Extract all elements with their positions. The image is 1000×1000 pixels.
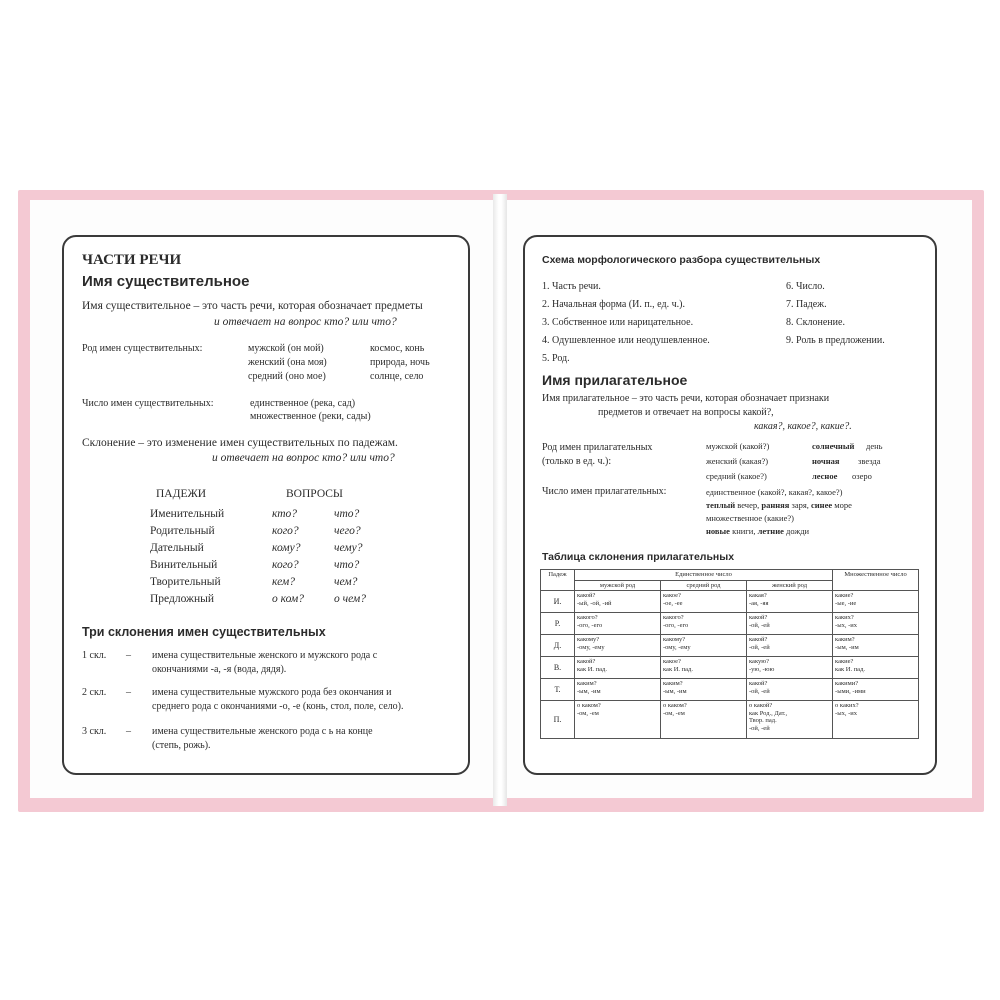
ex-sinee: синее	[811, 500, 833, 510]
cell-masc: каким? -ым, -им	[575, 679, 661, 701]
row-case: П.	[541, 701, 575, 739]
ex-letnie: летние	[757, 526, 784, 536]
cell-masc: какому? -ому, -ему	[575, 635, 661, 657]
row-case: Д.	[541, 635, 575, 657]
cell-neut: какому? -ому, -ему	[661, 635, 747, 657]
case-name-4: Винительный	[150, 559, 218, 571]
declension-line1: Склонение – это изменение имен существительных по падежам.	[82, 437, 398, 449]
case-q1-5: кем?	[272, 576, 295, 588]
adj-number-plural-examples	[706, 526, 809, 536]
th-case: Падеж	[541, 570, 575, 591]
adj-gender-form-1: мужской (какой?)	[706, 441, 770, 451]
ex-teplyi: теплый	[706, 500, 736, 510]
adj-gender-adj-2: ночная	[812, 456, 840, 466]
case-name-5: Творительный	[150, 576, 221, 588]
scheme-item-1: 1. Часть речи.	[542, 281, 601, 292]
adj-gender-form-3: средний (какое?)	[706, 471, 767, 481]
case-name-1: Именительный	[150, 508, 225, 520]
row-case: Р.	[541, 613, 575, 635]
gender-example-1: космос, конь	[370, 343, 425, 354]
adj-gender-noun-2: звезда	[858, 456, 881, 466]
cell-masc: какого? -ого, -его	[575, 613, 661, 635]
case-q1-1: кто?	[272, 508, 298, 520]
adj-gender-noun-3: озеро	[852, 471, 872, 481]
adj-gender-form-2: женский (какая?)	[706, 456, 769, 466]
cell-neut: каким? -ым, -им	[661, 679, 747, 701]
cell-neut: какого? -ого, -его	[661, 613, 747, 635]
cases-header: ПАДЕЖИ	[156, 488, 207, 500]
case-q1-2: кого?	[272, 525, 299, 537]
ex-knigi: книги,	[732, 526, 756, 536]
ex-zarya: заря,	[791, 500, 809, 510]
declension-line2: и отвечает на вопрос кто? или что?	[212, 452, 395, 464]
cell-fem: какой? -ой, -ей	[747, 613, 833, 635]
decl-3-num: 3 скл.	[82, 726, 107, 737]
cell-fem: о какой? как Род., Дат., Твор. пад. -ой, -ей	[747, 701, 833, 739]
row-case: В.	[541, 657, 575, 679]
decl-1-dash: –	[126, 650, 131, 661]
cell-plural: какие? как И. пад.	[833, 657, 919, 679]
row-case: И.	[541, 591, 575, 613]
case-q1-6: о ком?	[272, 593, 304, 605]
cell-neut: какое? -ое, -ее	[661, 591, 747, 613]
adj-number-singular: единственное (какой?, какая?, какое?)	[706, 487, 843, 497]
cell-plural: каким? -ым, -им	[833, 635, 919, 657]
adjective-definition-line3: какая?, какое?, какие?.	[754, 421, 852, 432]
adjective-definition-line1: Имя прилагательное – это часть речи, которая обозначает признаки	[542, 393, 830, 404]
case-q1-4: кого?	[272, 559, 299, 571]
decl-3-dash: –	[126, 726, 131, 737]
cell-neut: о каком? -ом, -ем	[661, 701, 747, 739]
decl-2-dash: –	[126, 687, 131, 698]
scheme-item-6: 6. Число.	[786, 281, 825, 292]
gender-example-2: природа, ночь	[370, 357, 430, 368]
ex-rannyaya: ранняя	[761, 500, 790, 510]
scheme-item-8: 8. Склонение.	[786, 317, 845, 328]
case-q1-3: кому?	[272, 542, 301, 554]
decl-1-line2: окончаниями -а, -я (вода, дядя).	[152, 664, 287, 675]
decl-2-num: 2 скл.	[82, 687, 107, 698]
adj-number-plural: множественное (какие?)	[706, 513, 794, 523]
noun-title: Имя существительное	[82, 273, 250, 290]
scheme-item-7: 7. Падеж.	[786, 299, 827, 310]
adj-gender-label-2: (только в ед. ч.):	[542, 456, 612, 467]
questions-header: ВОПРОСЫ	[286, 488, 343, 500]
case-name-2: Родительный	[150, 525, 215, 537]
case-q2-6: о чем?	[334, 593, 367, 605]
scheme-item-9: 9. Роль в предложении.	[786, 335, 885, 346]
cell-masc: какой? как И. пад.	[575, 657, 661, 679]
ex-vecher: вечер,	[737, 500, 760, 510]
table-row	[541, 701, 919, 739]
gender-form-2: женский (она моя)	[248, 357, 327, 368]
gender-form-1: мужской (он мой)	[248, 343, 324, 354]
decl-1-num: 1 скл.	[82, 650, 107, 661]
adj-gender-adj-3: лесное	[812, 471, 838, 481]
case-q2-4: что?	[334, 559, 360, 571]
adjective-definition-line2: предметов и отвечает на вопросы какой?,	[598, 407, 774, 418]
book-spine	[493, 194, 507, 806]
cell-plural: каких? -ых, -их	[833, 613, 919, 635]
number-singular: единственное (река, сад)	[250, 398, 356, 409]
table-row	[541, 635, 919, 657]
scheme-item-4: 4. Одушевленное или неодушевленное.	[542, 335, 710, 346]
case-q2-5: чем?	[334, 576, 358, 588]
declension-table-title: Таблица склонения прилагательных	[542, 551, 735, 563]
ex-dozhdi: дожди	[786, 526, 810, 536]
cell-fem: какой? -ой, -ей	[747, 679, 833, 701]
ex-novye: новые	[706, 526, 730, 536]
table-row	[541, 613, 919, 635]
scheme-item-5: 5. Род.	[542, 353, 570, 364]
table-row	[541, 657, 919, 679]
cell-neut: какое? как И. пад.	[661, 657, 747, 679]
morphology-scheme-title: Схема морфологического разбора существительных	[542, 254, 821, 266]
three-declensions-title: Три склонения имен существительных	[82, 625, 326, 639]
th-masc: мужской род	[575, 580, 661, 591]
parts-of-speech-title: ЧАСТИ РЕЧИ	[82, 252, 182, 268]
case-q2-3: чему?	[334, 542, 363, 554]
th-neut: средний род	[661, 580, 747, 591]
row-case: Т.	[541, 679, 575, 701]
noun-definition-line2: и отвечает на вопрос кто? или что?	[214, 316, 397, 328]
case-name-3: Дательный	[150, 542, 204, 554]
table-row	[541, 679, 919, 701]
gender-example-3: солнце, село	[370, 371, 424, 382]
table-row	[541, 591, 919, 613]
scheme-item-2: 2. Начальная форма (И. п., ед. ч.).	[542, 299, 685, 310]
th-singular: Единственное число	[575, 570, 833, 581]
adj-gender-adj-1: солнечный	[812, 441, 855, 451]
cell-fem: какую? -ую, -юю	[747, 657, 833, 679]
cell-masc: какой? -ый, -ой, -ий	[575, 591, 661, 613]
cell-plural: какие? -ые, -ие	[833, 591, 919, 613]
decl-2-line2: среднего рода с окончаниями -о, -е (конь, стол, поле, село).	[152, 701, 404, 712]
cell-masc: о каком? -ом, -ем	[575, 701, 661, 739]
noun-number-label: Число имен существительных:	[82, 398, 214, 409]
adjective-declension-table	[540, 569, 919, 739]
table-header-row	[541, 570, 919, 581]
cell-fem: какая? -ая, -яя	[747, 591, 833, 613]
decl-1-line1: имена существительные женского и мужского рода с	[152, 650, 378, 661]
adjective-title: Имя прилагательное	[542, 372, 688, 388]
decl-3-line2: (степь, рожь).	[152, 740, 211, 751]
cell-plural: какими? -ыми, -ими	[833, 679, 919, 701]
th-plural: Множественное число	[833, 570, 919, 591]
noun-gender-label: Род имен существительных:	[82, 343, 203, 354]
case-q2-1: что?	[334, 508, 360, 520]
decl-2-line1: имена существительные мужского рода без окончания и	[152, 687, 392, 698]
adj-gender-noun-1: день	[866, 441, 883, 451]
cell-plural: о каких? -ых, -их	[833, 701, 919, 739]
gender-form-3: средний (оно мое)	[248, 371, 326, 382]
case-name-6: Предложный	[150, 593, 215, 605]
adj-number-singular-examples	[706, 500, 852, 510]
th-fem: женский род	[747, 580, 833, 591]
cell-fem: какой? -ой, -ей	[747, 635, 833, 657]
number-plural: множественное (реки, сады)	[250, 411, 371, 422]
decl-3-line1: имена существительные женского рода с ь на конце	[152, 726, 373, 737]
ex-more: море	[834, 500, 852, 510]
noun-definition-line1: Имя существительное – это часть речи, которая обозначает предметы	[82, 300, 423, 312]
adj-number-label: Число имен прилагательных:	[542, 486, 667, 497]
case-q2-2: чего?	[334, 525, 361, 537]
scheme-item-3: 3. Собственное или нарицательное.	[542, 317, 694, 328]
adj-gender-label-1: Род имен прилагательных	[542, 442, 653, 453]
